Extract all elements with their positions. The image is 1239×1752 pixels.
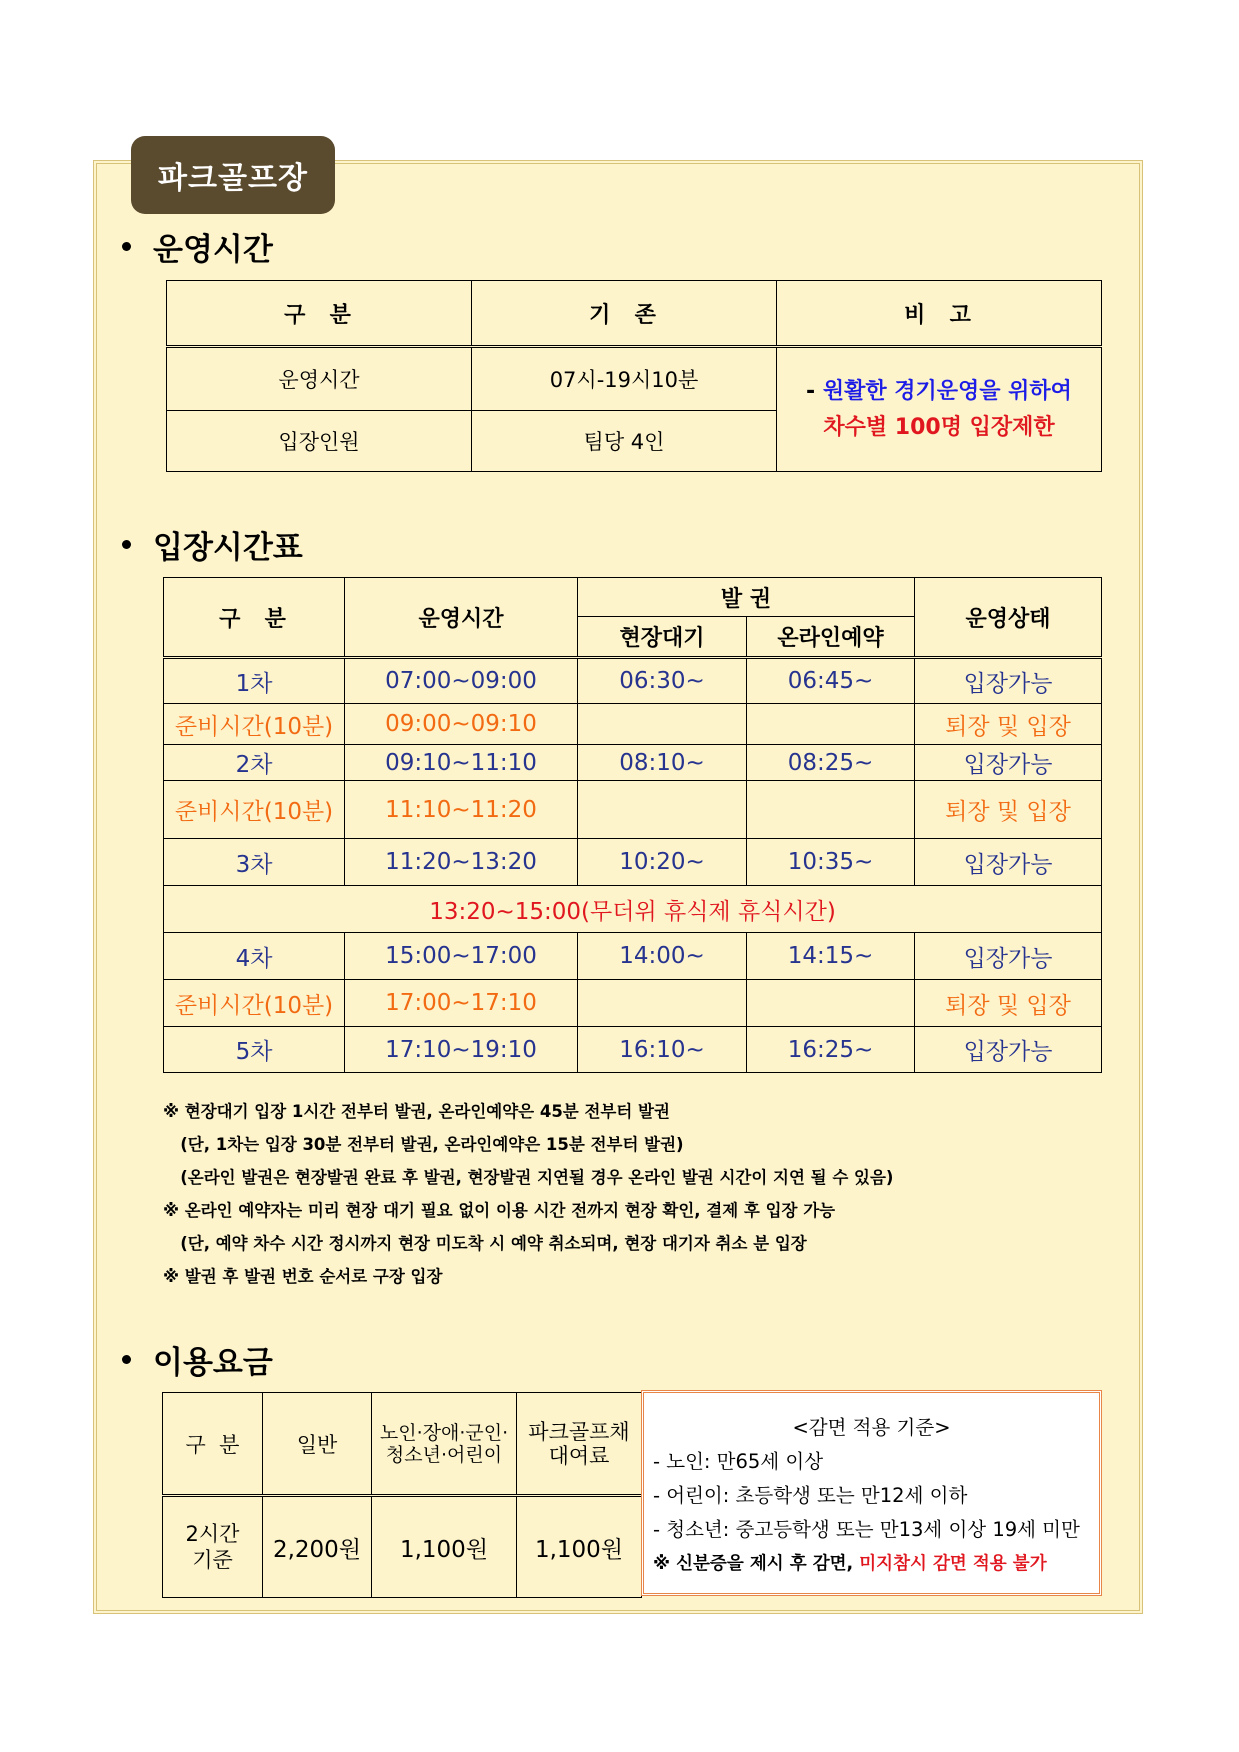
header-category: 구 분 [163, 1393, 263, 1496]
remark-line2: 차수별 100명 입장제한 [823, 414, 1055, 440]
cell-status: 입장가능 [915, 745, 1102, 781]
header-rental: 파크골프채 대여료 [517, 1393, 642, 1496]
cell-onsite [578, 704, 747, 745]
reduction-note-warning: 미지참시 감면 적용 불가 [859, 1554, 1047, 1574]
note-line: ※ 발권 후 발권 번호 순서로 구장 입장 [163, 1267, 443, 1286]
cell-status: 퇴장 및 입장 [915, 704, 1102, 745]
page-badge: 파크골프장 [131, 136, 335, 214]
cell-discount-fee: 1,100원 [372, 1496, 517, 1598]
cell-hours: 09:10~11:10 [345, 745, 578, 781]
entry-schedule-table [163, 577, 1102, 1073]
cell-status: 입장가능 [915, 839, 1102, 886]
note-line: (단, 1차는 입장 30분 전부터 발권, 온라인예약은 15분 전부터 발권) [163, 1135, 684, 1154]
break-time-cell: 13:20~15:00(무더위 휴식제 휴식시간) [164, 886, 1102, 933]
header-general: 일반 [263, 1393, 372, 1496]
note-line: (온라인 발권은 현장발권 완료 후 발권, 현장발권 지연될 경우 온라인 발권 시간이 지연 될 수 있음) [163, 1168, 894, 1187]
cell-duration: 2시간 기준 [163, 1496, 263, 1598]
cell-onsite: 14:00~ [578, 933, 747, 980]
cell-onsite [578, 781, 747, 839]
table-row [164, 781, 1102, 839]
schedule-notes [163, 1095, 893, 1293]
cell-onsite: 08:10~ [578, 745, 747, 781]
reduction-note-text: ※ 신분증을 제시 후 감면, [653, 1554, 860, 1574]
bullet-icon [122, 540, 131, 549]
reduction-item: - 어린이: 초등학생 또는 만12세 이하 [653, 1484, 968, 1507]
remark-line1: 원활한 경기운영을 위하여 [822, 378, 1072, 404]
operating-hours-table [166, 280, 1102, 472]
cell-onsite: 16:10~ [578, 1027, 747, 1073]
reduction-criteria-box [641, 1390, 1102, 1596]
remark-dash: - [806, 378, 823, 404]
section-title: 이용요금 [153, 1345, 273, 1381]
header-status: 운영상태 [915, 578, 1102, 658]
cell-label: 5차 [164, 1027, 345, 1073]
header-category: 구 분 [164, 578, 345, 658]
header-remark: 비 고 [777, 281, 1102, 347]
table-row [164, 839, 1102, 886]
fee-table [162, 1392, 642, 1598]
cell-hours: 07:00~09:00 [345, 658, 578, 704]
cell-online: 08:25~ [747, 745, 915, 781]
section-heading-entry-schedule [122, 522, 303, 567]
row-value: 07시-19시10분 [472, 347, 777, 411]
cell-online: 16:25~ [747, 1027, 915, 1073]
cell-onsite [578, 980, 747, 1027]
table-row [164, 933, 1102, 980]
note-line: ※ 현장대기 입장 1시간 전부터 발권, 온라인예약은 45분 전부터 발권 [163, 1102, 670, 1121]
cell-label: 준비시간(10분) [164, 980, 345, 1027]
table-row [164, 658, 1102, 704]
reduction-note [644, 1547, 1099, 1581]
cell-hours: 09:00~09:10 [345, 704, 578, 745]
bullet-icon [122, 242, 131, 251]
cell-label: 1차 [164, 658, 345, 704]
header-discount: 노인·장애·군인· 청소년·어린이 [372, 1393, 517, 1496]
reduction-item: - 청소년: 중고등학생 또는 만13세 이상 19세 미만 [653, 1518, 1080, 1541]
cell-hours: 11:20~13:20 [345, 839, 578, 886]
note-line: (단, 예약 차수 시간 정시까지 현장 미도착 시 예약 취소되며, 현장 대기자 취소 분 입장 [163, 1234, 807, 1253]
cell-hours: 11:10~11:20 [345, 781, 578, 839]
cell-online: 10:35~ [747, 839, 915, 886]
cell-label: 3차 [164, 839, 345, 886]
cell-label: 준비시간(10분) [164, 781, 345, 839]
cell-rental-fee: 1,100원 [517, 1496, 642, 1598]
cell-online [747, 781, 915, 839]
header-online: 온라인예약 [747, 617, 915, 658]
cell-online: 06:45~ [747, 658, 915, 704]
remark-cell [777, 347, 1102, 472]
row-value: 팀당 4인 [472, 411, 777, 472]
cell-label: 준비시간(10분) [164, 704, 345, 745]
section-title: 운영시간 [153, 232, 273, 268]
cell-onsite: 06:30~ [578, 658, 747, 704]
break-row [164, 886, 1102, 933]
header-onsite: 현장대기 [578, 617, 747, 658]
table-row [164, 704, 1102, 745]
table-row [164, 745, 1102, 781]
header-existing: 기 존 [472, 281, 777, 347]
cell-status: 퇴장 및 입장 [915, 980, 1102, 1027]
section-heading-fees [122, 1337, 273, 1382]
note-line: ※ 온라인 예약자는 미리 현장 대기 필요 없이 이용 시간 전까지 현장 확인, 결제 후 입장 가능 [163, 1201, 836, 1220]
section-heading-operating-hours [122, 224, 273, 269]
cell-hours: 17:10~19:10 [345, 1027, 578, 1073]
header-ticketing: 발 권 [578, 578, 915, 617]
cell-hours: 15:00~17:00 [345, 933, 578, 980]
reduction-title: <감면 적용 기준> [792, 1416, 951, 1439]
table-row [164, 1027, 1102, 1073]
cell-label: 2차 [164, 745, 345, 781]
table-row [164, 980, 1102, 1027]
cell-status: 입장가능 [915, 658, 1102, 704]
header-category: 구 분 [167, 281, 472, 347]
row-label: 입장인원 [167, 411, 472, 472]
row-label: 운영시간 [167, 347, 472, 411]
cell-online: 14:15~ [747, 933, 915, 980]
cell-general-fee: 2,200원 [263, 1496, 372, 1598]
header-hours: 운영시간 [345, 578, 578, 658]
section-title: 입장시간표 [153, 530, 303, 566]
cell-status: 퇴장 및 입장 [915, 781, 1102, 839]
cell-online [747, 704, 915, 745]
cell-onsite: 10:20~ [578, 839, 747, 886]
bullet-icon [122, 1355, 131, 1364]
cell-label: 4차 [164, 933, 345, 980]
cell-status: 입장가능 [915, 933, 1102, 980]
cell-status: 입장가능 [915, 1027, 1102, 1073]
reduction-item: - 노인: 만65세 이상 [653, 1450, 824, 1473]
cell-online [747, 980, 915, 1027]
cell-hours: 17:00~17:10 [345, 980, 578, 1027]
